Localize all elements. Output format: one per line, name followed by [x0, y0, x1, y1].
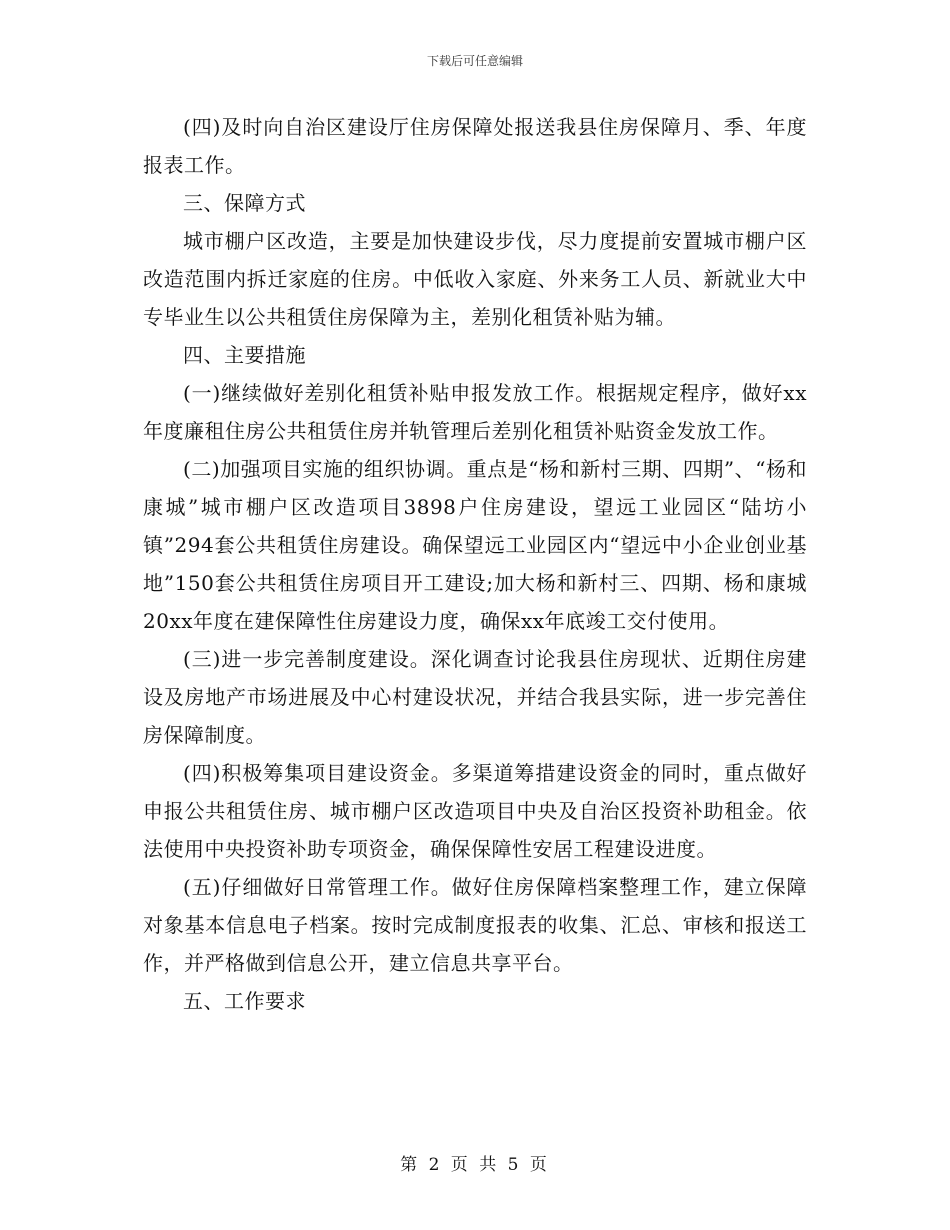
paragraph-housing-method: 城市棚户区改造，主要是加快建设步伐，尽力度提前安置城市棚户区改造范围内拆迁家庭的住房。中低收入家庭、外来务工人员、新就业大中专毕业生以公共租赁住房保障为主，差别化租赁补贴为辅。 — [143, 229, 807, 329]
paragraph-measure-4: (四)积极筹集项目建设资金。多渠道筹措建设资金的同时，重点做好申报公共租赁住房、城市棚户区改造项目中央及自治区投资补助租金。依法使用中央投资补助专项资金，确保保障性安居工程建设进度。 — [143, 761, 807, 861]
page-header: 下载后可任意编辑 — [426, 54, 523, 68]
document-body — [143, 108, 807, 1020]
section-heading-3: 三、保障方式 — [183, 191, 306, 215]
paragraph-measure-1: (一)继续做好差别化租赁补贴申报发放工作。根据规定程序，做好xx年度廉租住房公共租赁住房并轨管理后差别化租赁补贴资金发放工作。 — [143, 381, 807, 443]
paragraph-measure-3: (三)进一步完善制度建设。深化调查讨论我县住房现状、近期住房建设及房地产市场进展及中心村建设状况，并结合我县实际，进一步完善住房保障制度。 — [143, 647, 807, 747]
paragraph-measure-5: (五)仔细做好日常管理工作。做好住房保障档案整理工作，建立保障对象基本信息电子档案。按时完成制度报表的收集、汇总、审核和报送工作，并严格做到信息公开，建立信息共享平台。 — [143, 875, 807, 975]
paragraph-measure-2: (二)加强项目实施的组织协调。重点是“杨和新村三期、四期”、“杨和康城”城市棚户区改造项目3898户住房建设，望远工业园区“陆坊小镇”294套公共租赁住房建设。确保望远工业园区内“望远中小企业创业基地”150套公共租赁住房项目开工建设;加大杨和新村三、四期、杨和康城20xx年度在建保障性住房建设力度，确保xx年底竣工交付使用。 — [143, 457, 807, 633]
section-heading-4: 四、主要措施 — [183, 343, 306, 367]
page-number: 第 2 页 共 5 页 — [400, 1155, 550, 1175]
paragraph-item-4-report: (四)及时向自治区建设厅住房保障处报送我县住房保障月、季、年度报表工作。 — [143, 115, 807, 177]
section-heading-5: 五、工作要求 — [183, 989, 306, 1013]
